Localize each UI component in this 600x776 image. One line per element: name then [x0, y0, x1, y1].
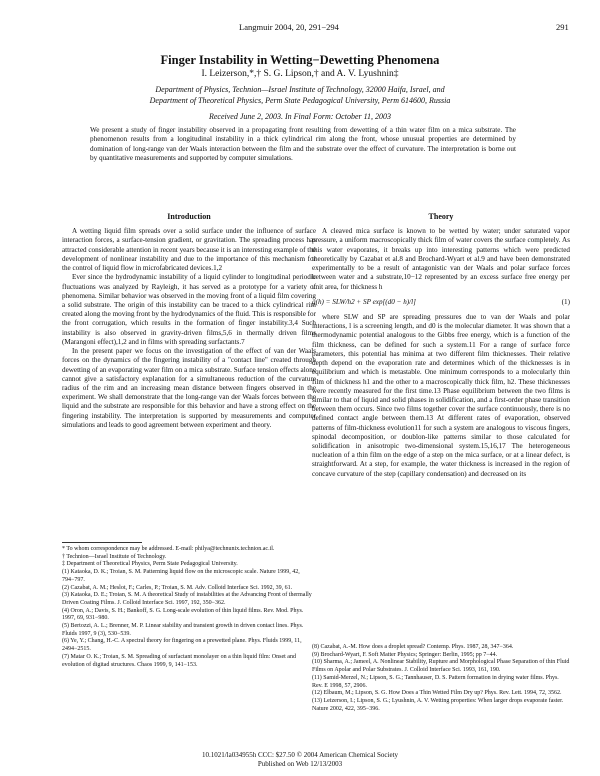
reference: (8) Cazabat, A.-M. How does a droplet spread? Contemp. Phys. 1987, 28, 347−364.	[312, 644, 514, 650]
footnote: † Technion—Israel Institute of Technology.	[62, 553, 167, 560]
abstract: We present a study of finger instability observed in a propagating front resulting from dewetting of a thin water film on a mica substrate. The phenomenon results from a longitudinal instability in a thick cylindrical rim along the front, whose unusual properties are determined by domination of long-range van der Waals interaction between the film and the substrate over the effect of curvature. The interpretation is borne out by quantitative measurements and supported by computer simulations.	[90, 126, 516, 162]
page-number: 291	[556, 22, 569, 32]
section-heading-theory: Theory	[428, 212, 454, 221]
theory-paragraph-2: where SLW and SP are spreading pressures due to van der Waals and polar interactions, l is a screening length, and d0 is the molecular diameter. It was shown that a thermodynamic potential analogous to the Gibbs free energy, which is a function of the film thickness, can be defined for such a system.11 For a range of surface force parameters, this potential has minima at two different film thicknesses. Their relative depth depend on the evaporation rate and determines which of the thicknesses is in equilibrium and which is metastable. One minimum corresponds to a molecularly thin film of thickness h1 and the other to a macroscopically thick film, h2. These thicknesses were recently measured for the first time.13 Phase equilibrium between the two films is similar to that of liquid and solid phases in solidification, and a first-order phase transition between them occurs. Since two films together cover the surface continuously, there is no defined contact angle between them.13 At different rates of evaporation, observed patterns of film-thickness evolution11 for such a system are analogous to viscous fingers, spinodal decomposition, or doublon-like patterns similar to those calculated for solidification in anisotropic two-dimensional system.15,16,17 The heterogeneous nucleation of a thin film on the edge of a step on the mica surface, or at a linear defect, is straightforward. At a step, for example, the water thickness is increased in the region of concave curvature of the step (capillary condensation) and decreased on its	[312, 312, 570, 478]
right-column	[312, 212, 570, 479]
affiliation-technion: Department of Physics, Technion—Israel Institute of Technology, 32000 Haifa, Israel, and	[155, 85, 445, 94]
equation-number: (1)	[561, 297, 570, 306]
intro-paragraph-3: In the present paper we focus on the investigation of the effect of van der Waals forces on the dynamics of the fingering instability of a "contact line" created through dewetting of an evaporating water film on a mica substrate. Surface tension effects alone cannot give a satisfactory explanation for a simultaneous reduction of the curvature radius of the rim and an increasing mean distance between fingers observed in the experiment. We shall demonstrate that the long-range van der Waals forces between the liquid and the substrate are responsible for this behavior and have a strong effect on the fingering instability. The interpretation is supported by measurements and computer simulations and leads to good agreement between experiment and theory.	[62, 347, 316, 429]
journal-citation: Langmuir 2004, 20, 291−294	[239, 22, 339, 32]
affiliations	[0, 84, 600, 106]
intro-paragraph-2: Ever since the hydrodynamic instability of a liquid cylinder to longitudinal periodic fluctuations was analyzed by Rayleigh, it has served as a prototype for a variety of phenomena. Similar behavior was observed in the moving front of a liquid film covering a solid substrate. The origin of this instability can be traced to a thick cylindrical rim created along the moving front by the hydrodynamics of the fluid. This is responsible for the front corrugation, which results in the formation of finger instability.3,4 Such instability is also observed in gravity-driven films,5,6 in thermally driven films (Marangoni effect),1,2 and in films with spreading surfactants.7	[62, 273, 316, 346]
publication-date: Published on Web 12/13/2003	[257, 760, 343, 768]
footnotes-left	[62, 546, 316, 669]
affiliation-perm: Department of Theoretical Physics, Perm State Pedagogical University, Perm 614600, Russia	[149, 96, 451, 105]
page-footer	[0, 751, 600, 769]
reference: (4) Oron, A.; Davis, S. H.; Bankoff, S. G. Long-scale evolution of thin liquid films. Rev. Mod. Phys. 1997, 69, 931−980.	[62, 607, 304, 622]
footnotes-right	[312, 644, 570, 713]
reference: (11) Samid-Merzel, N.; Lipson, S. G.; Tannhauser, D. S. Pattern formation in drying water films. Phys. Rev. E 1998, 57, 2906.	[312, 674, 559, 689]
equation-1	[312, 298, 570, 307]
reference: (12) Elbaum, M.; Lipson, S. G. How Does a Thin Wetted Film Dry up? Phys. Rev. Lett. 1994, 72, 3562.	[312, 690, 562, 697]
received-dates: Received June 2, 2003. In Final Form: October 11, 2003	[208, 112, 392, 121]
article-title: Finger Instability in Wetting−Dewetting Phenomena	[160, 53, 440, 67]
footnote-divider	[62, 542, 142, 543]
theory-paragraph-1: A cleaved mica surface is known to be wetted by water; under saturated vapor pressure, a uniform macroscopically thick film of water covers the surface completely. As this water evaporates, it breaks up into interesting patterns which were predicted theoretically by Cazabat et al.8 and Brochard-Wyart et al.9 and have been demonstrated experimentally to be a result of antagonistic van der Waals and polar surface forces between water and a substrate,10−12 represented by an excess surface free energy per unit area, for thickness h	[312, 227, 570, 291]
equation-expression: g(h) = SLW/h2 + SP exp[(d0 − h)/l]	[312, 297, 416, 306]
author-list: I. Leizerson,*,† S. G. Lipson,† and A. V. Lyushnin‡	[201, 69, 399, 79]
reference: (3) Kataoka, D. E.; Troian, S. M. A theoretical Study of instabilities at the Advancing Front of thermally Driven Coating Films. J. Colloid Interface Sci. 1997, 192, 350−362.	[62, 592, 312, 606]
section-heading-introduction: Introduction	[167, 212, 211, 221]
intro-paragraph-1: A wetting liquid film spreads over a solid surface under the influence of surface interaction forces, a surface-tension gradient, or gravitation. The spreading process has attracted considerable attention in recent years because it is an interesting example of the development of nonlinear instability and due to the importance of this mechanism for the control of liquid flow in microfabricated devices.1,2	[62, 227, 316, 273]
running-header	[0, 22, 600, 34]
footnote: * To whom correspondence may be addressed. E-mail: philya@technunix.technion.ac.il.	[62, 546, 275, 552]
footnote: ‡ Department of Theoretical Physics, Perm State Pedagogical University.	[62, 561, 238, 568]
doi-copyright: 10.1021/la034955h CCC: $27.50 © 2004 American Chemical Society	[201, 751, 399, 759]
reference: (13) Leizerson, I.; Lipson, S. G.; Lyushnin, A. V. Wetting properties: When larger drops evaporate faster. Nature 2002, 422, 395−396.	[312, 697, 564, 712]
reference: (2) Cazabat, A. M.; Heslot, F.; Carles, P.; Troian, S. M. Adv. Colloid Interface Sci. 1992, 39, 61.	[62, 584, 293, 591]
reference: (9) Brochard-Wyart, F. Soft Matter Physics; Springer: Berlin, 1995; pp 7−44.	[312, 651, 498, 658]
reference: (5) Bertozzi, A. L.; Brenner, M. P. Linear stability and transient growth in driven contact lines. Phys. Fluids 1997, 9 (3), 530−539.	[62, 623, 304, 637]
left-column	[62, 212, 316, 430]
reference: (6) Ye, Y.; Chang, H.-C. A spectral theory for fingering on a prewetted plane. Phys. Fluids 1999, 11, 2494−2515.	[62, 638, 302, 653]
reference: (1) Kataoka, D. K.; Troian, S. M. Patterning liquid flow on the microscopic scale. Nature 1999, 42, 794−797.	[62, 569, 300, 583]
reference: (10) Sharma, A.; Jameel, A. Nonlinear Stability, Rupture and Morphological Phase Separation of thin Fluid Films on Apolar and Polar Substrates. J. Colloid Interface Sci. 1993, 161, 190.	[312, 659, 570, 674]
reference: (7) Matar O. K.; Troian, S. M. Spreading of surfactant monolayer on a thin liquid film: Onset and evolution of digitad structures. Chaos 1999, 9, 141−153.	[62, 653, 296, 668]
